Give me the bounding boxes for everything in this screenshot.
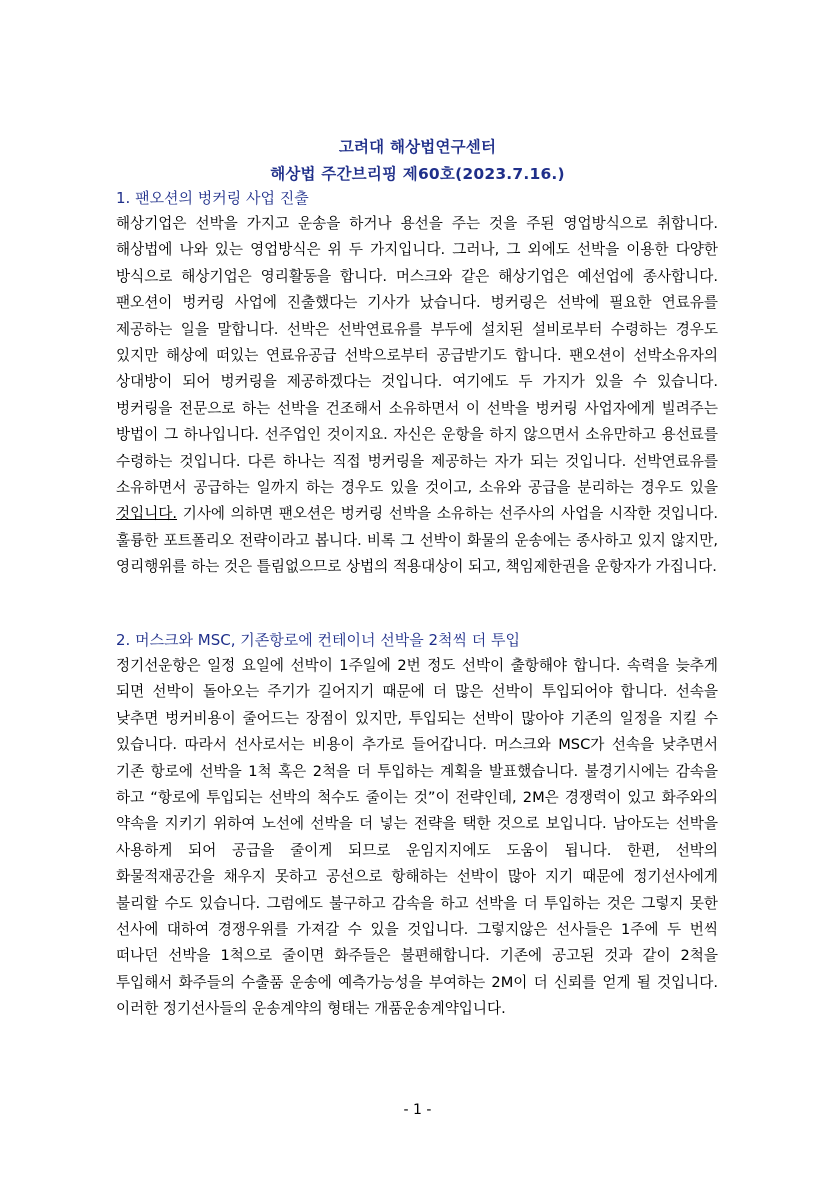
section-1 (116, 185, 718, 581)
section-2-title: 2. 머스크와 MSC, 기존항로에 컨테이너 선박을 2척씩 더 투입 (116, 631, 520, 649)
briefing-title-heading: 해상법 주간브리핑 제60호(2023.7.16.) (270, 165, 565, 183)
page-number: - 1 - (403, 1102, 432, 1118)
section-2-paragraph: 정기선운항은 일정 요일에 선박이 1주일에 2번 정도 선박이 출항해야 합니다. 속력을 늦추게 되면 선박이 돌아오는 주기가 길어지기 때문에 더 많은 선박이 투입되어야 합니다. 선속을 낮추면 벙커비용이 줄어드는 장점이 있지만, 투입되는 선박이 많아야 기존의 일정을 지킬 수 있습니다. 따라서 선사로서는 비용이 추가로 들어갑니다. 머스크와 MSC가 선속을 낮추면서 기존 항로에 선박을 1척 혹은 2척을 더 투입하는 계획을 발표했습니다. 불경기시에는 감속을 하고 “항로에 투입되는 선박의 척수도 줄이는 것”이 전략인데, 2M은 경쟁력이 있고 화주와의 약속을 지키기 위하여 노선에 선박을 더 넣는 전략을 택한 것으로 보입니다. 남아도는 선박을 사용하게 되어 공급을 줄이게 되므로 운임지지에도 도움이 됩니다. 한편, 선박의 화물적재공간을 채우지 못하고 공선으로 항해하는 선박이 많아 지기 때문에 정기선사에게 불리할 수도 있습니다. 그럼에도 불구하고 감속을 하고 선박을 더 투입하는 것은 그렇지 못한 선사에 대하여 경쟁우위를 가져갈 수 있을 것입니다. 그렇지않은 선사들은 1주에 두 번씩 떠나던 선박을 1척으로 줄이면 화주들은 불편해합니다. 기존에 공고된 것과 같이 2척을 투입해서 화주들의 수출품 운송에 예측가능성을 부여하는 2M이 더 신뢰를 얻게 될 것입니다. 이러한 정기선사들의 운송계약의 형태는 개품운송계약입니다. (116, 657, 718, 1018)
section-1-title: 1. 팬오션의 벙커링 사업 진출 (116, 189, 309, 207)
section-1-body-text-after: 기사에 의하면 팬오션은 벙커링 선박을 소유하는 선주사의 사업을 시작한 것입니다. 훌륭한 포트폴리오 전략이라고 봅니다. 비록 그 선박이 화물의 운송에는 종사하고 있지 않지만, 영리행위를 하는 것은 틀림없으므로 상법의 적용대상이 되고, 책임제한권을 운항자가 가집니다. (116, 505, 718, 576)
section-1-body-text: 해상기업은 선박을 가지고 운송을 하거나 용선을 주는 것을 주된 영업방식으로 취합니다. 해상법에 나와 있는 영업방식은 위 두 가지입니다. 그러나, 그 외에도 선박을 이용한 다양한 방식으로 해상기업은 영리활동을 합니다. 머스크와 같은 해상기업은 예선업에 종사합니다. 팬오션이 벙커링 사업에 진출했다는 기사가 났습니다. 벙커링은 선박에 필요한 연료유를 제공하는 일을 말합니다. 선박은 선박연료유를 부두에 설치된 설비로부터 수령하는 경우도 있지만 해상에 떠있는 연료유공급 선박으로부터 공급받기도 합니다. 팬오션이 선박소유자의 상대방이 되어 벙커링을 제공하겠다는 것입니다. 여기에도 두 가지가 있을 수 있습니다. 벙커링을 전문으로 하는 선박을 건조해서 소유하면서 이 선박을 벙커링 사업자에게 빌려주는 방법이 그 하나입니다. 선주업인 것이지요. 자신은 운항을 하지 않으면서 소유만하고 용선료를 수령하는 것입니다. 다른 하나는 직접 벙커링을 제공하는 자가 되는 것입니다. 선박연료유를 소유하면서 공급하는 일까지 하는 경우도 있을 것이고, 소유와 공급을 분리하는 경우도 있을 (116, 215, 718, 497)
center-name-heading: 고려대 해상법연구센터 (338, 138, 497, 156)
section-1-paragraph (116, 211, 718, 581)
section-2 (116, 627, 718, 1023)
section-1-underlined-text: 것입니다. (116, 505, 178, 523)
